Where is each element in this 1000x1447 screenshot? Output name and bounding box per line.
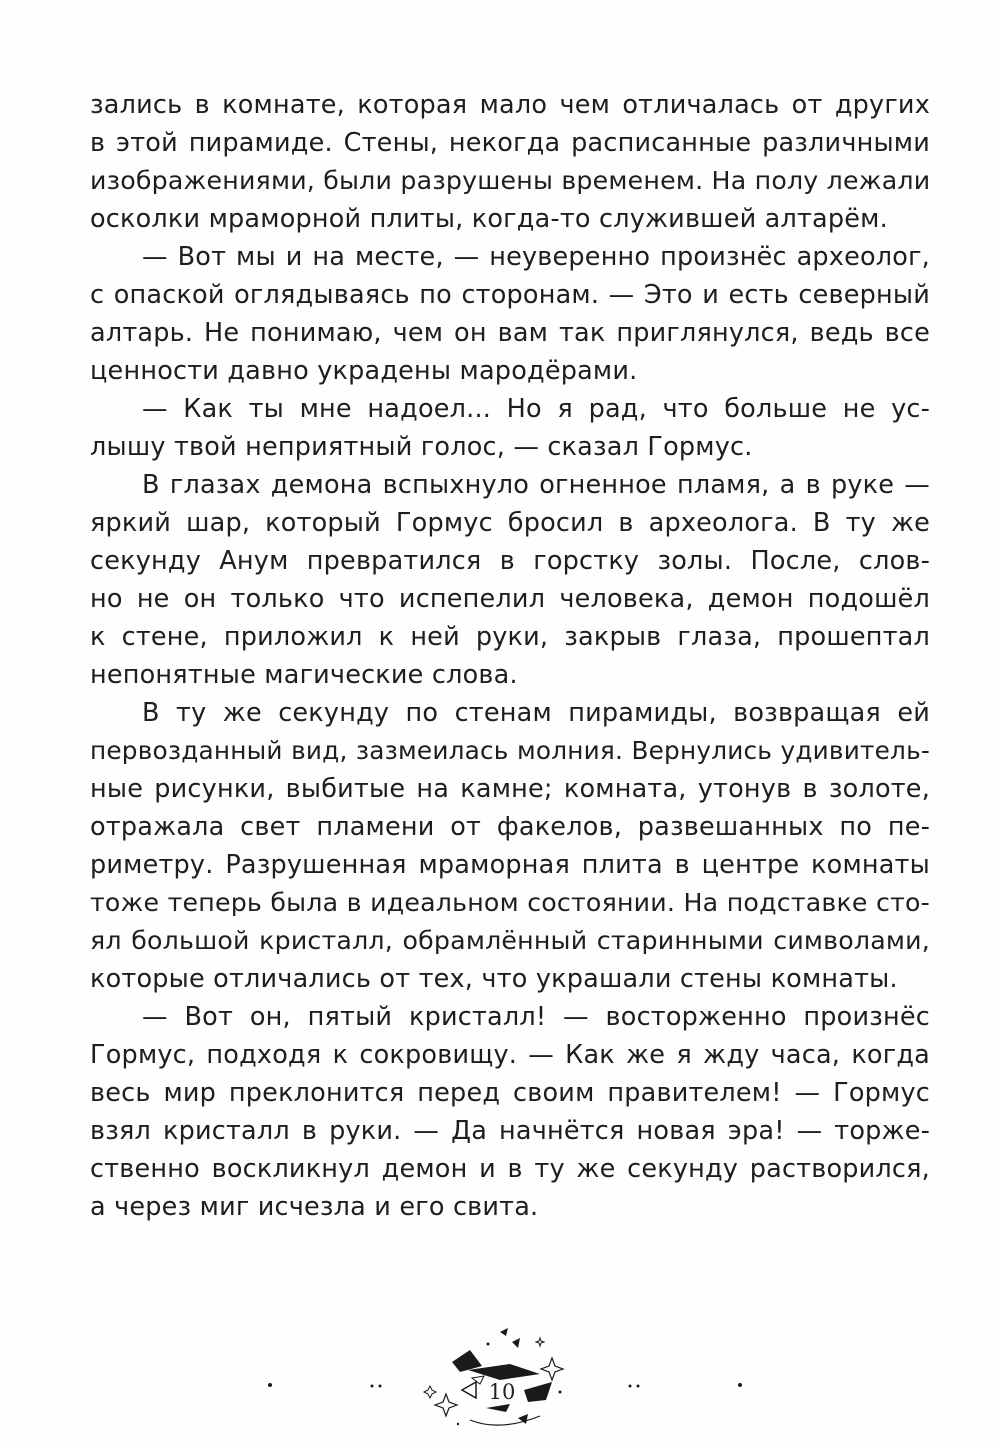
ornament-dot xyxy=(487,1343,490,1346)
text-line: ные рисунки, выбитые на камне; комната, утонув в золоте, xyxy=(90,774,930,804)
crystal-shard xyxy=(524,1382,552,1402)
body-text xyxy=(90,86,930,1226)
ornament-curve xyxy=(470,1416,540,1425)
text-line: с опаской оглядываясь по сторонам. — Это и есть северный xyxy=(90,280,930,310)
sparkle-icon xyxy=(536,1338,544,1346)
text-line: взял кристалл в руки. — Да начнётся новая эра! — торже- xyxy=(90,1116,930,1146)
text-line: непонятные магические слова. xyxy=(90,660,518,690)
text-line: к стене, приложил к ней руки, закрыв глаза, прошептал xyxy=(90,622,930,652)
text-line: которые отличались от тех, что украшали стены комнаты. xyxy=(90,964,898,994)
sparkle-icon xyxy=(435,1394,457,1416)
text-line: ценности давно украдены мародёрами. xyxy=(90,356,638,386)
text-line: изображениями, были разрушены временем. На полу лежали xyxy=(90,166,931,195)
crystal-shard xyxy=(500,1328,508,1336)
ornament-dot xyxy=(379,1385,382,1388)
ornament-dot xyxy=(457,1423,459,1425)
text-line: секунду Анум превратился в горстку золы. После, слов- xyxy=(90,546,930,576)
text-line: осколки мраморной плиты, когда-то служившей алтарём. xyxy=(90,204,888,234)
sparkle-icon xyxy=(424,1386,436,1398)
sparkle-icon xyxy=(541,1358,563,1380)
page-number: 10 xyxy=(488,1380,516,1404)
text-line: — Как ты мне надоел... Но я рад, что больше не ус- xyxy=(142,394,930,424)
text-line: алтарь. Не понимаю, чем он вам так приглянулся, ведь все xyxy=(90,318,930,348)
text-line: лышу твой неприятный голос, — сказал Гормус. xyxy=(90,432,753,462)
text-line: но не он только что испепелил человека, демон подошёл xyxy=(90,584,930,614)
text-line: В ту же секунду по стенам пирамиды, возвращая ей xyxy=(142,698,930,728)
text-line: отражала свет пламени от факелов, развешанных по пе- xyxy=(90,812,930,842)
text-line: яркий шар, который Гормус бросил в археолога. В ту же xyxy=(90,508,930,538)
text-line: первозданный вид, зазмеилась молния. Вернулись удивитель- xyxy=(90,736,930,765)
text-line: — Вот он, пятый кристалл! — восторженно произнёс xyxy=(142,1002,930,1032)
text-line: в этой пирамиде. Стены, некогда расписанные различными xyxy=(90,128,930,158)
text-line: зались в комнате, которая мало чем отличалась от других xyxy=(90,90,930,120)
ornament-dot xyxy=(629,1385,632,1388)
text-line: В глазах демона вспыхнуло огненное пламя, а в руке — xyxy=(142,470,930,500)
ornament-dot xyxy=(559,1391,562,1394)
text-line: Гормус, подходя к сокровищу. — Как же я жду часа, когда xyxy=(90,1040,930,1070)
text-line: а через миг исчезла и его свита. xyxy=(90,1192,539,1222)
page-footer xyxy=(0,1320,1000,1447)
ornament-dot xyxy=(268,1383,272,1387)
crystal-shard xyxy=(486,1404,510,1412)
crystal-shard xyxy=(512,1338,520,1348)
text-line: весь мир преклонится перед своим правителем! — Гормус xyxy=(90,1078,930,1108)
ornament-dot xyxy=(371,1385,374,1388)
text-line: тоже теперь была в идеальном состоянии. На подставке сто- xyxy=(90,888,930,917)
ornament-dot xyxy=(637,1385,640,1388)
text-line: риметру. Разрушенная мраморная плита в центре комнаты xyxy=(90,850,930,880)
text-line: ственно воскликнул демон и в ту же секунду растворился, xyxy=(90,1154,930,1184)
ornament-dot xyxy=(738,1383,742,1387)
text-line: — Вот мы и на месте, — неуверенно произнёс археолог, xyxy=(142,242,930,272)
crystal-outline xyxy=(462,1382,476,1398)
text-line: ял большой кристалл, обрамлённый старинными символами, xyxy=(90,926,930,955)
